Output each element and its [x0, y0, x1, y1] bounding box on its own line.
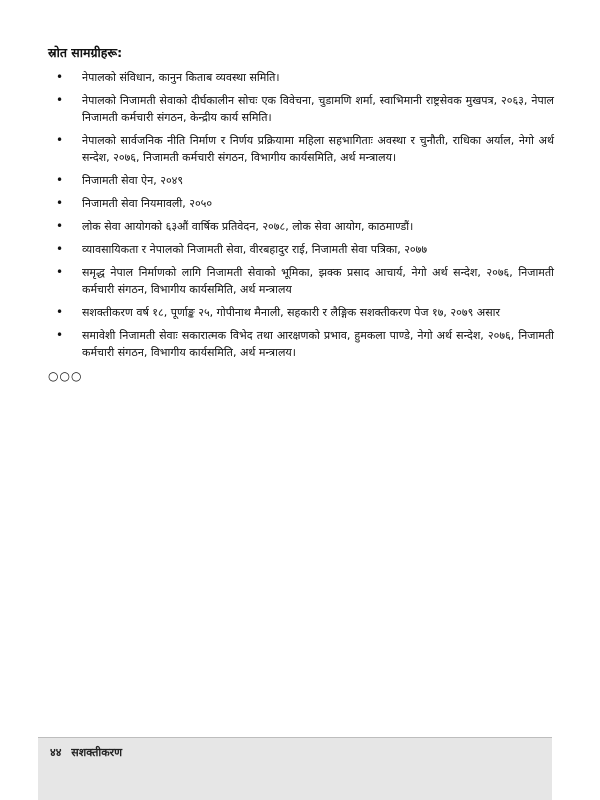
bullet-icon: • [56, 265, 64, 279]
reference-text: लोक सेवा आयोगको ६३औं वार्षिक प्रतिवेदन, २०७८, लोक सेवा आयोग, काठमाण्डौं। [82, 220, 414, 233]
reference-text: सशक्तीकरण वर्ष १८, पूर्णाङ्क २५, गोपीनाथ मैनाली, सहकारी र लैङ्गिक सशक्तीकरण पेज १७, २०७९ असार [82, 306, 500, 319]
bullet-icon: • [56, 173, 64, 187]
publication-name: सशक्तीकरण [71, 746, 123, 759]
page-number: ४४ [50, 746, 62, 759]
reference-text: व्यावसायिकता र नेपालको निजामती सेवा, वीरबहादुर राई, निजामती सेवा पत्रिका, २०७७ [82, 243, 428, 256]
bullet-icon: • [56, 70, 64, 84]
bullet-icon: • [56, 93, 64, 107]
bullet-icon: • [56, 242, 64, 256]
reference-item [48, 92, 554, 126]
reference-item [48, 264, 554, 298]
reference-text: निजामती सेवा नियमावली, २०५० [82, 197, 213, 210]
bullet-icon: • [56, 328, 64, 342]
bullet-icon: • [56, 133, 64, 147]
reference-text: समृद्ध नेपाल निर्माणको लागि निजामती सेवाको भूमिका, झक्क प्रसाद आचार्य, नेगो अर्थ सन्देश, २०७६, निजामती कर्मचारी संगठन, विभागीय कार्यसमिति, अर्थ मन्त्रालय [82, 266, 554, 296]
end-mark: ○○○ [48, 369, 83, 383]
document-body [48, 44, 554, 383]
footer-divider [38, 737, 552, 738]
reference-item [48, 304, 554, 321]
reference-item [48, 218, 554, 235]
reference-text: निजामती सेवा ऐन, २०४९ [82, 174, 184, 187]
reference-text: नेपालको संविधान, कानुन किताब व्यवस्था समिति। [82, 71, 280, 84]
reference-item [48, 195, 554, 212]
bullet-icon: • [56, 196, 64, 210]
reference-item [48, 327, 554, 361]
reference-item [48, 69, 554, 86]
references-heading: स्रोत सामग्रीहरू: [48, 45, 123, 60]
reference-item [48, 241, 554, 258]
footer-text [50, 745, 128, 760]
reference-text: नेपालको निजामती सेवाको दीर्घकालीन सोचः एक विवेचना, चुडामणि शर्मा, स्वाभिमानी राष्ट्रसेवक मुखपत्र, २०६३, नेपाल निजामती कर्मचारी संगठन, केन्द्रीय कार्य समिति। [82, 94, 554, 124]
reference-text: नेपालको सार्वजनिक नीति निर्माण र निर्णय प्रक्रियामा महिला सहभागिताः अवस्था र चुनौती, राधिका अर्याल, नेगो अर्थ सन्देश, २०७६, निजामती कर्मचारी संगठन, विभागीय कार्यसमिति, अर्थ मन्त्रालय। [82, 134, 554, 164]
reference-text: समावेशी निजामती सेवाः सकारात्मक विभेद तथा आरक्षणको प्रभाव, हुमकला पाण्डे, नेगो अर्थ सन्देश, २०७६, निजामती कर्मचारी संगठन, विभागीय कार्यसमिति, अर्थ मन्त्रालय। [82, 329, 554, 359]
reference-item [48, 172, 554, 189]
reference-item [48, 132, 554, 166]
references-list [48, 69, 554, 361]
bullet-icon: • [56, 219, 64, 233]
bullet-icon: • [56, 305, 64, 319]
